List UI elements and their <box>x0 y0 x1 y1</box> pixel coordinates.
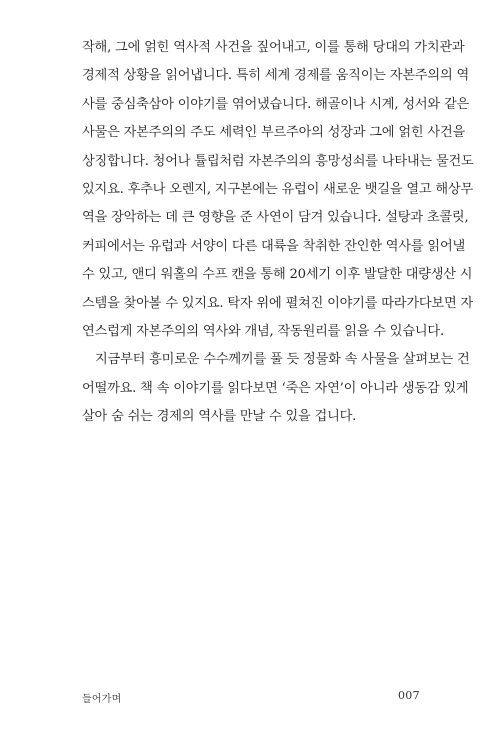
text-line: 사를 중심축삼아 이야기를 엮어냈습니다. 해골이나 시계, 성서와 같은 <box>82 96 470 112</box>
page-number: 007 <box>398 689 420 702</box>
text-line: 사물은 자본주의의 주도 세력인 부르주아의 성장과 그에 얽힌 사건을 <box>82 125 466 141</box>
text-line: 수 있고, 앤디 워홀의 수프 캔을 통해 20세기 이후 발달한 대량생산 시 <box>82 267 473 283</box>
text-line: 지금부터 흥미로운 수수께끼를 풀 듯 정물화 속 사물을 살펴보는 건 <box>95 352 470 368</box>
text-line: 상징합니다. 청어나 튤립처럼 자본주의의 흥망성쇠를 나타내는 물건도 <box>82 153 474 169</box>
text-line: 살아 숨 쉬는 경제의 역사를 만날 수 있을 겁니다. <box>82 409 357 425</box>
text-line: 경제적 상황을 읽어냅니다. 특히 세계 경제를 움직이는 자본주의의 역 <box>82 68 470 84</box>
paragraph-2 <box>82 346 470 431</box>
text-line: 연스럽게 자본주의의 역사와 개념, 작동원리를 읽을 수 있습니다. <box>82 323 444 339</box>
text-line: 어떨까요. 책 속 이야기를 읽다보면 ‘죽은 자연’이 아니라 생동감 있게 <box>82 380 469 396</box>
text-line: 스템을 찾아볼 수 있지요. 탁자 위에 펼쳐진 이야기를 따라가다보면 자 <box>82 295 474 311</box>
running-footer-title: 들어가며 <box>82 694 122 705</box>
paragraph-1 <box>82 34 474 346</box>
body-text <box>82 34 474 431</box>
text-line: 있지요. 후추나 오렌지, 지구본에는 유럽이 새로운 뱃길을 열고 해상무 <box>82 181 474 197</box>
text-line: 역을 장악하는 데 큰 영향을 준 사연이 담겨 있습니다. 설탕과 초콜릿, <box>82 210 469 226</box>
text-line: 작해, 그에 얽힌 역사적 사건을 짚어내고, 이를 통해 당대의 가치관과 <box>82 40 465 55</box>
text-line: 커피에서는 유럽과 서양이 다른 대륙을 착취한 잔인한 역사를 읽어낼 <box>82 238 466 254</box>
